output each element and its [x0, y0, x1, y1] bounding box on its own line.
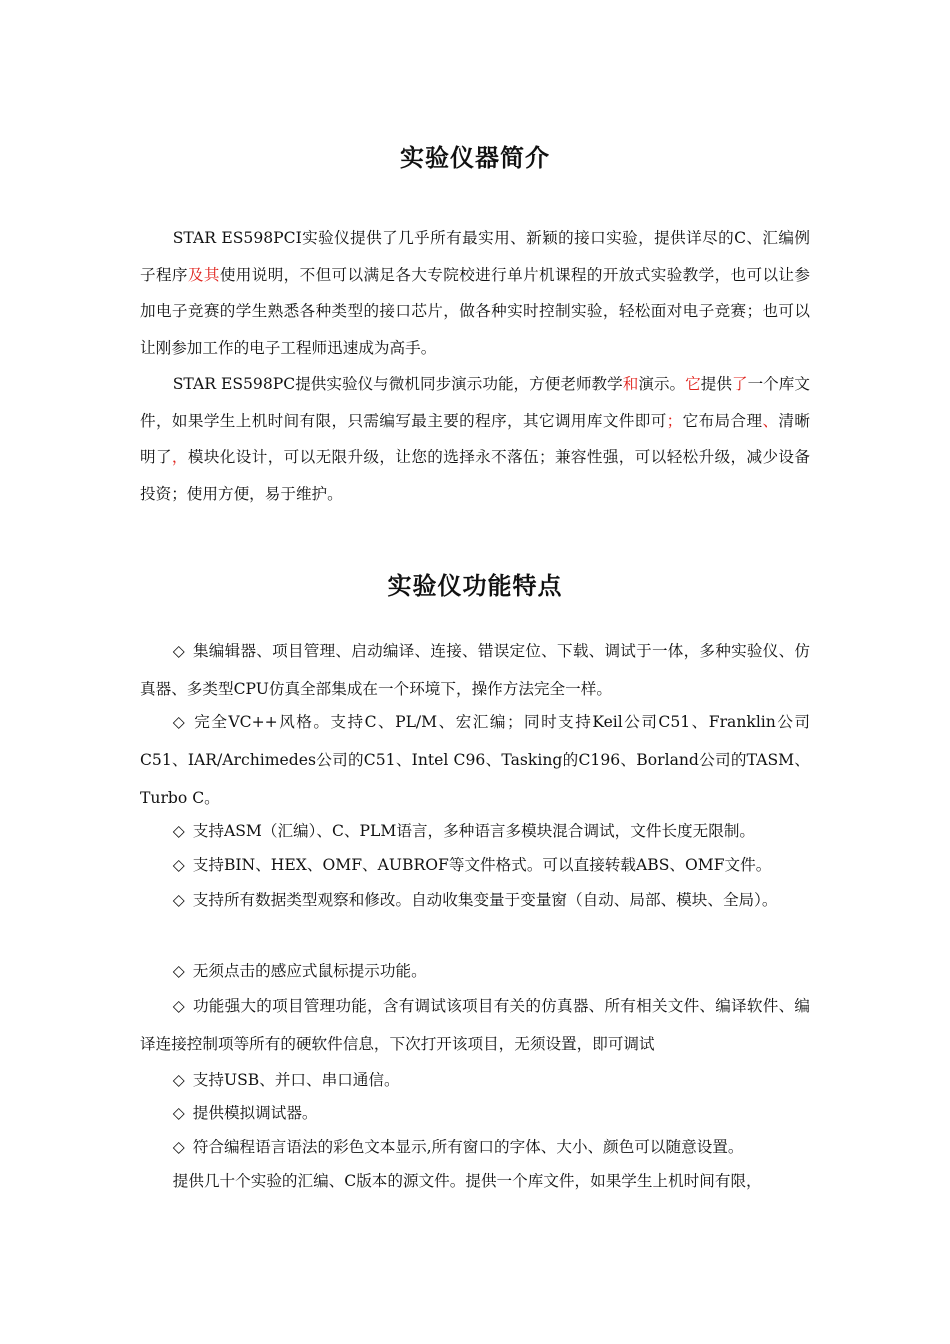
feature-item	[140, 846, 810, 884]
revision-mark-text: 及其	[187, 265, 220, 284]
feature-text: 支持BIN、HEX、OMF、AUBROF等文件格式。可以直接转载ABS、OMF文件。	[192, 856, 772, 874]
text-run: STAR ES598PCI实验仪提供了几乎所有最实用、新颖的接口实验，提供详尽的C、汇编例子程序	[140, 229, 810, 284]
feature-item	[140, 1128, 810, 1166]
closing-paragraph: 提供几十个实验的汇编、C版本的源文件。提供一个库文件，如果学生上机时间有限，	[172, 1172, 762, 1190]
text-run: 提供	[700, 375, 732, 393]
feature-text: 集编辑器、项目管理、启动编译、连接、错误定位、下载、调试于一体，多种实验仪、仿真器、多类型CPU仿真全部集成在一个环境下，操作方法完全一样。	[140, 642, 810, 698]
feature-text: 支持ASM（汇编）、C、PLM语言，多种语言多模块混合调试，文件长度无限制。	[192, 822, 756, 840]
feature-item	[140, 812, 810, 850]
feature-text: 无须点击的感应式鼠标提示功能。	[192, 962, 427, 980]
revision-mark-text: 和	[622, 375, 639, 393]
revision-mark-text: 了	[731, 375, 748, 393]
text-run: 清晰明了	[140, 411, 810, 466]
feature-text: 提供模拟调试器。	[192, 1104, 318, 1122]
feature-item	[140, 952, 810, 990]
diamond-bullet-icon: ◇	[172, 1071, 185, 1089]
revision-mark-text: ，	[171, 448, 188, 466]
feature-item	[140, 703, 810, 817]
feature-text: 功能强大的项目管理功能，含有调试该项目有关的仿真器、所有相关文件、编译软件、编译连接控制项等所有的硬软件信息，下次打开该项目，无须设置，即可调试	[140, 997, 810, 1053]
revision-mark-text: 、	[762, 411, 779, 430]
feature-text: 支持所有数据类型观察和修改。自动收集变量于变量窗（自动、局部、模块、全局）。	[192, 891, 778, 909]
text-run: 使用说明，不但可以满足各大专院校进行单片机课程的开放式实验教学，也可以让参加电子竞赛的学生熟悉各种类型的接口芯片，做各种实时控制实验，轻松面对电子竞赛；也可以让刚参加工作的电子工程师迅速成为高手。	[140, 265, 810, 357]
feature-item	[140, 1094, 810, 1132]
revision-mark-text: ；	[666, 411, 683, 430]
diamond-bullet-icon: ◇	[172, 856, 185, 874]
diamond-bullet-icon: ◇	[172, 891, 185, 909]
feature-text: 完全VC++风格。支持C、PL/M、宏汇编；同时支持Keil公司C51、Franklin公司C51、IAR/Archimedes公司的C51、Intel C96、Tasking的C196、Borland公司的TASM、Turbo C。	[140, 713, 810, 807]
diamond-bullet-icon: ◇	[172, 713, 187, 731]
feature-item	[140, 987, 810, 1063]
diamond-bullet-icon: ◇	[172, 822, 185, 840]
section-title-intro: 实验仪器简介	[400, 144, 550, 172]
diamond-bullet-icon: ◇	[172, 642, 185, 660]
section-title-features: 实验仪功能特点	[387, 572, 563, 600]
feature-item	[140, 632, 810, 708]
revision-mark-text: 它	[685, 375, 701, 393]
feature-text: 支持USB、并口、串口通信。	[192, 1071, 400, 1089]
text-run: 模块化设计，可以无限升级，让您的选择永不落伍；兼容性强，可以轻松升级，减少设备投资；使用方便，易于维护。	[140, 448, 810, 503]
feature-text: 符合编程语言语法的彩色文本显示,所有窗口的字体、大小、颜色可以随意设置。	[192, 1138, 744, 1156]
text-run: 一个库文件，如果学生上机时间有限，只需编写最主要的程序，其它调用库文件即可	[140, 375, 810, 430]
diamond-bullet-icon: ◇	[172, 997, 185, 1015]
diamond-bullet-icon: ◇	[172, 1104, 185, 1122]
intro-paragraph-2	[140, 366, 810, 512]
text-run: 演示。	[638, 375, 686, 393]
intro-paragraph-1	[140, 220, 810, 366]
text-run: STAR ES598PC提供实验仪与微机同步演示功能，方便老师教学	[172, 375, 623, 393]
feature-item	[140, 881, 810, 919]
diamond-bullet-icon: ◇	[172, 962, 185, 980]
diamond-bullet-icon: ◇	[172, 1138, 185, 1156]
text-run: 它布局合理	[682, 411, 763, 430]
